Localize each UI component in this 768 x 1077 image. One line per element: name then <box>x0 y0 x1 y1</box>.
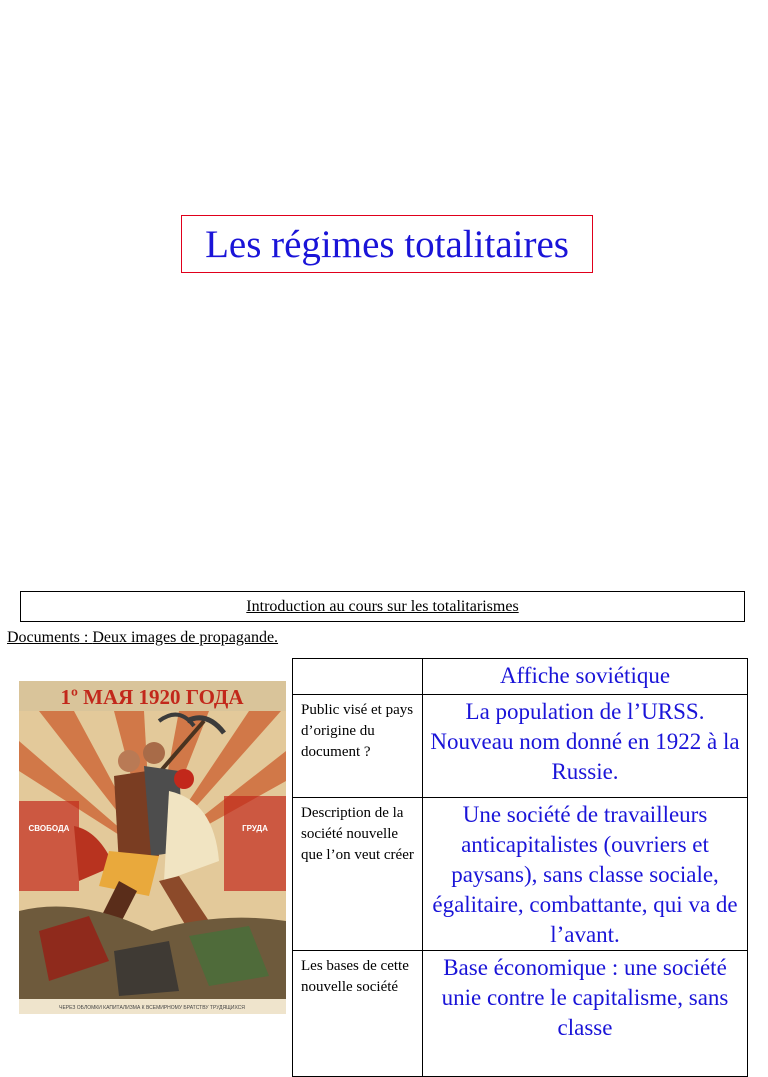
row-value-public: La population de l’URSS. Nouveau nom donné en 1922 à la Russie. <box>423 695 748 798</box>
intro-box <box>20 591 745 622</box>
poster-caption-bottom: ЧЕРЕЗ ОБЛОМКИ КАПИТАЛИЗМА К ВСЕМИРНОМУ БРАТСТВУ ТРУДЯЩИХСЯ <box>59 1005 245 1011</box>
row-value-bases: Base économique : une société unie contre le capitalisme, sans classe <box>423 951 748 1077</box>
row-label-description: Description de la société nouvelle que l’on veut créer <box>293 798 423 951</box>
table-row <box>293 695 748 798</box>
soviet-poster-image <box>19 681 286 1014</box>
title-box <box>181 215 593 273</box>
poster-banner-left: СВОБОДА <box>28 824 70 833</box>
documents-separator: : <box>79 629 93 646</box>
poster-illustration <box>19 681 286 1014</box>
row-label-bases: Les bases de cette nouvelle société <box>293 951 423 1077</box>
documents-text: Deux images de propagande. <box>92 629 279 646</box>
documents-line <box>7 629 278 647</box>
row-label-public: Public visé et pays d’origine du document ? <box>293 695 423 798</box>
header-value-cell: Affiche soviétique <box>423 659 748 695</box>
poster-caption-top: 1º МАЯ 1920 ГОДА <box>60 685 244 709</box>
table-header-row <box>293 659 748 695</box>
documents-label: Documents <box>7 629 80 646</box>
row-value-description: Une société de travailleurs anticapitalistes (ouvriers et paysans), sans classe sociale, égalitaire, combattante, qui va de l’avant. <box>423 798 748 951</box>
analysis-table <box>292 658 748 1077</box>
intro-title: Introduction au cours sur les totalitarismes <box>246 597 519 615</box>
poster-banner-right: ГРУДА <box>242 824 268 833</box>
header-label-cell <box>293 659 423 695</box>
table-row <box>293 798 748 951</box>
page-title: Les régimes totalitaires <box>205 222 569 266</box>
table-row <box>293 951 748 1077</box>
